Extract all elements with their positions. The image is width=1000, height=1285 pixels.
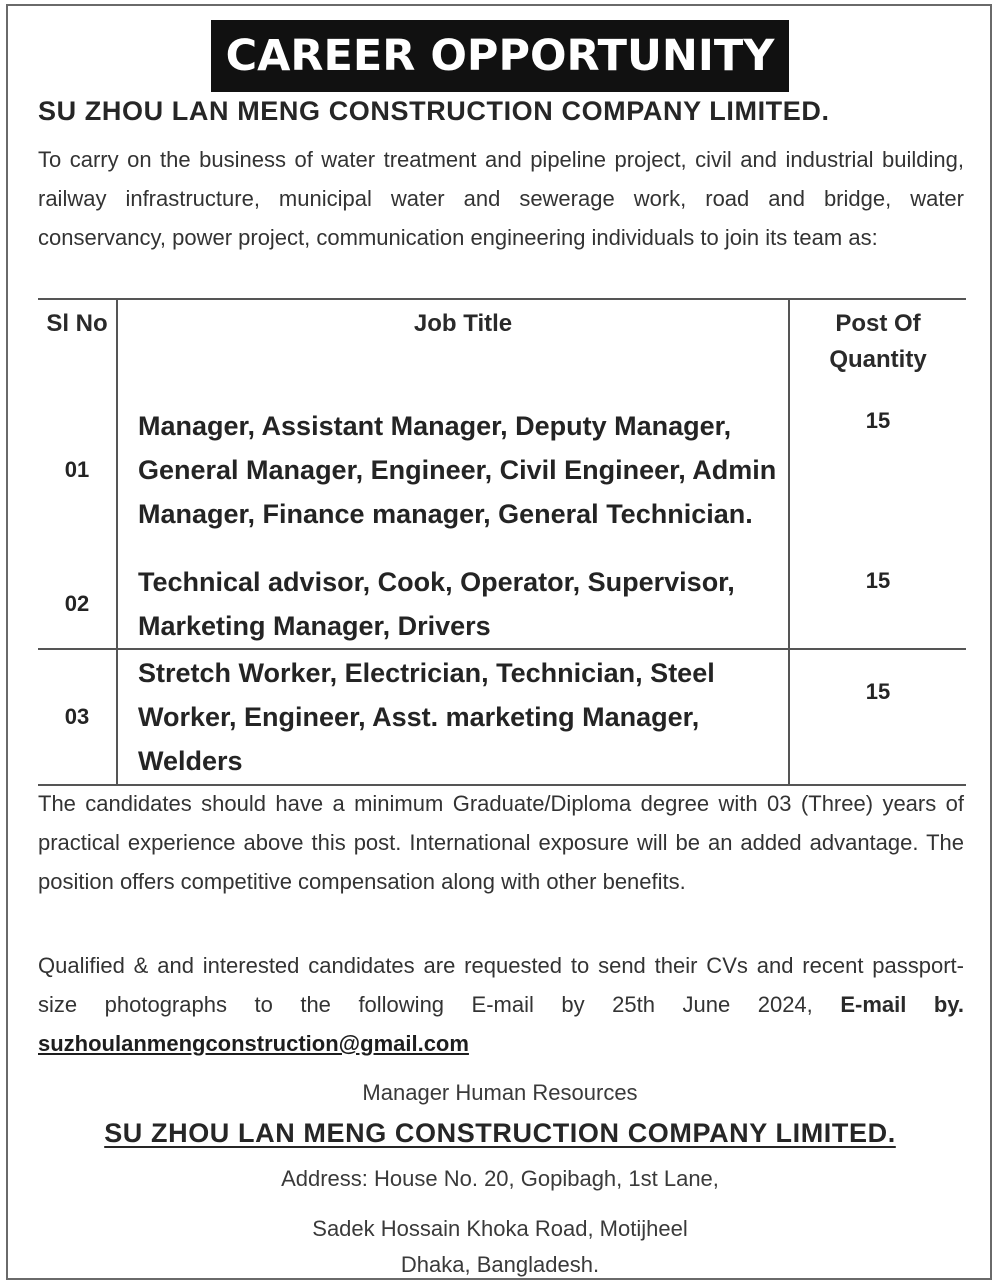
address-line-3: Dhaka, Bangladesh. [400,1252,600,1277]
page-title: CAREER OPPORTUNITY [211,20,790,92]
address-line-1: Address: House No. 20, Gopibagh, 1st Lane, [281,1166,719,1191]
apply-paragraph [38,946,964,1063]
address-line-2: Sadek Hossain Khoka Road, Motijheel [312,1216,688,1241]
header-job-title: Job Title [117,299,789,381]
email-link[interactable]: suzhoulanmengconstruction@gmail.com [38,1031,469,1056]
row-quantity: 15 [865,408,891,433]
row-job-title: Manager, Assistant Manager, Deputy Manager, General Manager, Engineer, Civil Engineer, Admin Manager, Finance manager, General Technician. [117,381,789,559]
table-header-row [38,299,966,381]
row-sl: 01 [64,457,90,482]
header-post-quantity: Post Of Quantity [829,310,927,373]
email-label: E-mail by. [840,992,965,1017]
jobs-table [38,298,966,786]
row-quantity: 15 [865,679,891,704]
signoff-company-name: SU ZHOU LAN MENG CONSTRUCTION COMPANY LIMITED. [104,1118,896,1148]
row-job-title: Stretch Worker, Electrician, Technician, Steel Worker, Engineer, Asst. marketing Manager, Welders [117,649,789,785]
table-row [38,381,966,559]
header-sl-no: Sl No [46,310,108,337]
row-sl: 03 [64,704,90,729]
row-sl: 02 [64,590,90,616]
table-row [38,559,966,649]
row-quantity: 15 [865,568,891,593]
signoff-title: Manager Human Resources [362,1080,638,1105]
row-job-title: Technical advisor, Cook, Operator, Supervisor, Marketing Manager, Drivers [117,559,789,649]
signoff-company [0,1118,1000,1149]
company-name: SU ZHOU LAN MENG CONSTRUCTION COMPANY LIMITED. [38,96,830,126]
table-row [38,649,966,785]
intro-paragraph: To carry on the business of water treatment and pipeline project, civil and industrial building, railway infrastructure, municipal water and sewerage work, road and bridge, water conservancy, power project, communication engineering individuals to join its team as: [38,147,964,250]
requirements-paragraph: The candidates should have a minimum Graduate/Diploma degree with 03 (Three) years of practical experience above this post. International exposure will be an added advantage. The position offers competitive compensation along with other benefits. [38,791,964,894]
apply-text: Qualified & and interested candidates are requested to send their CVs and recent passport-size photographs to the following E-mail by 25th June 2024, [38,953,964,1017]
